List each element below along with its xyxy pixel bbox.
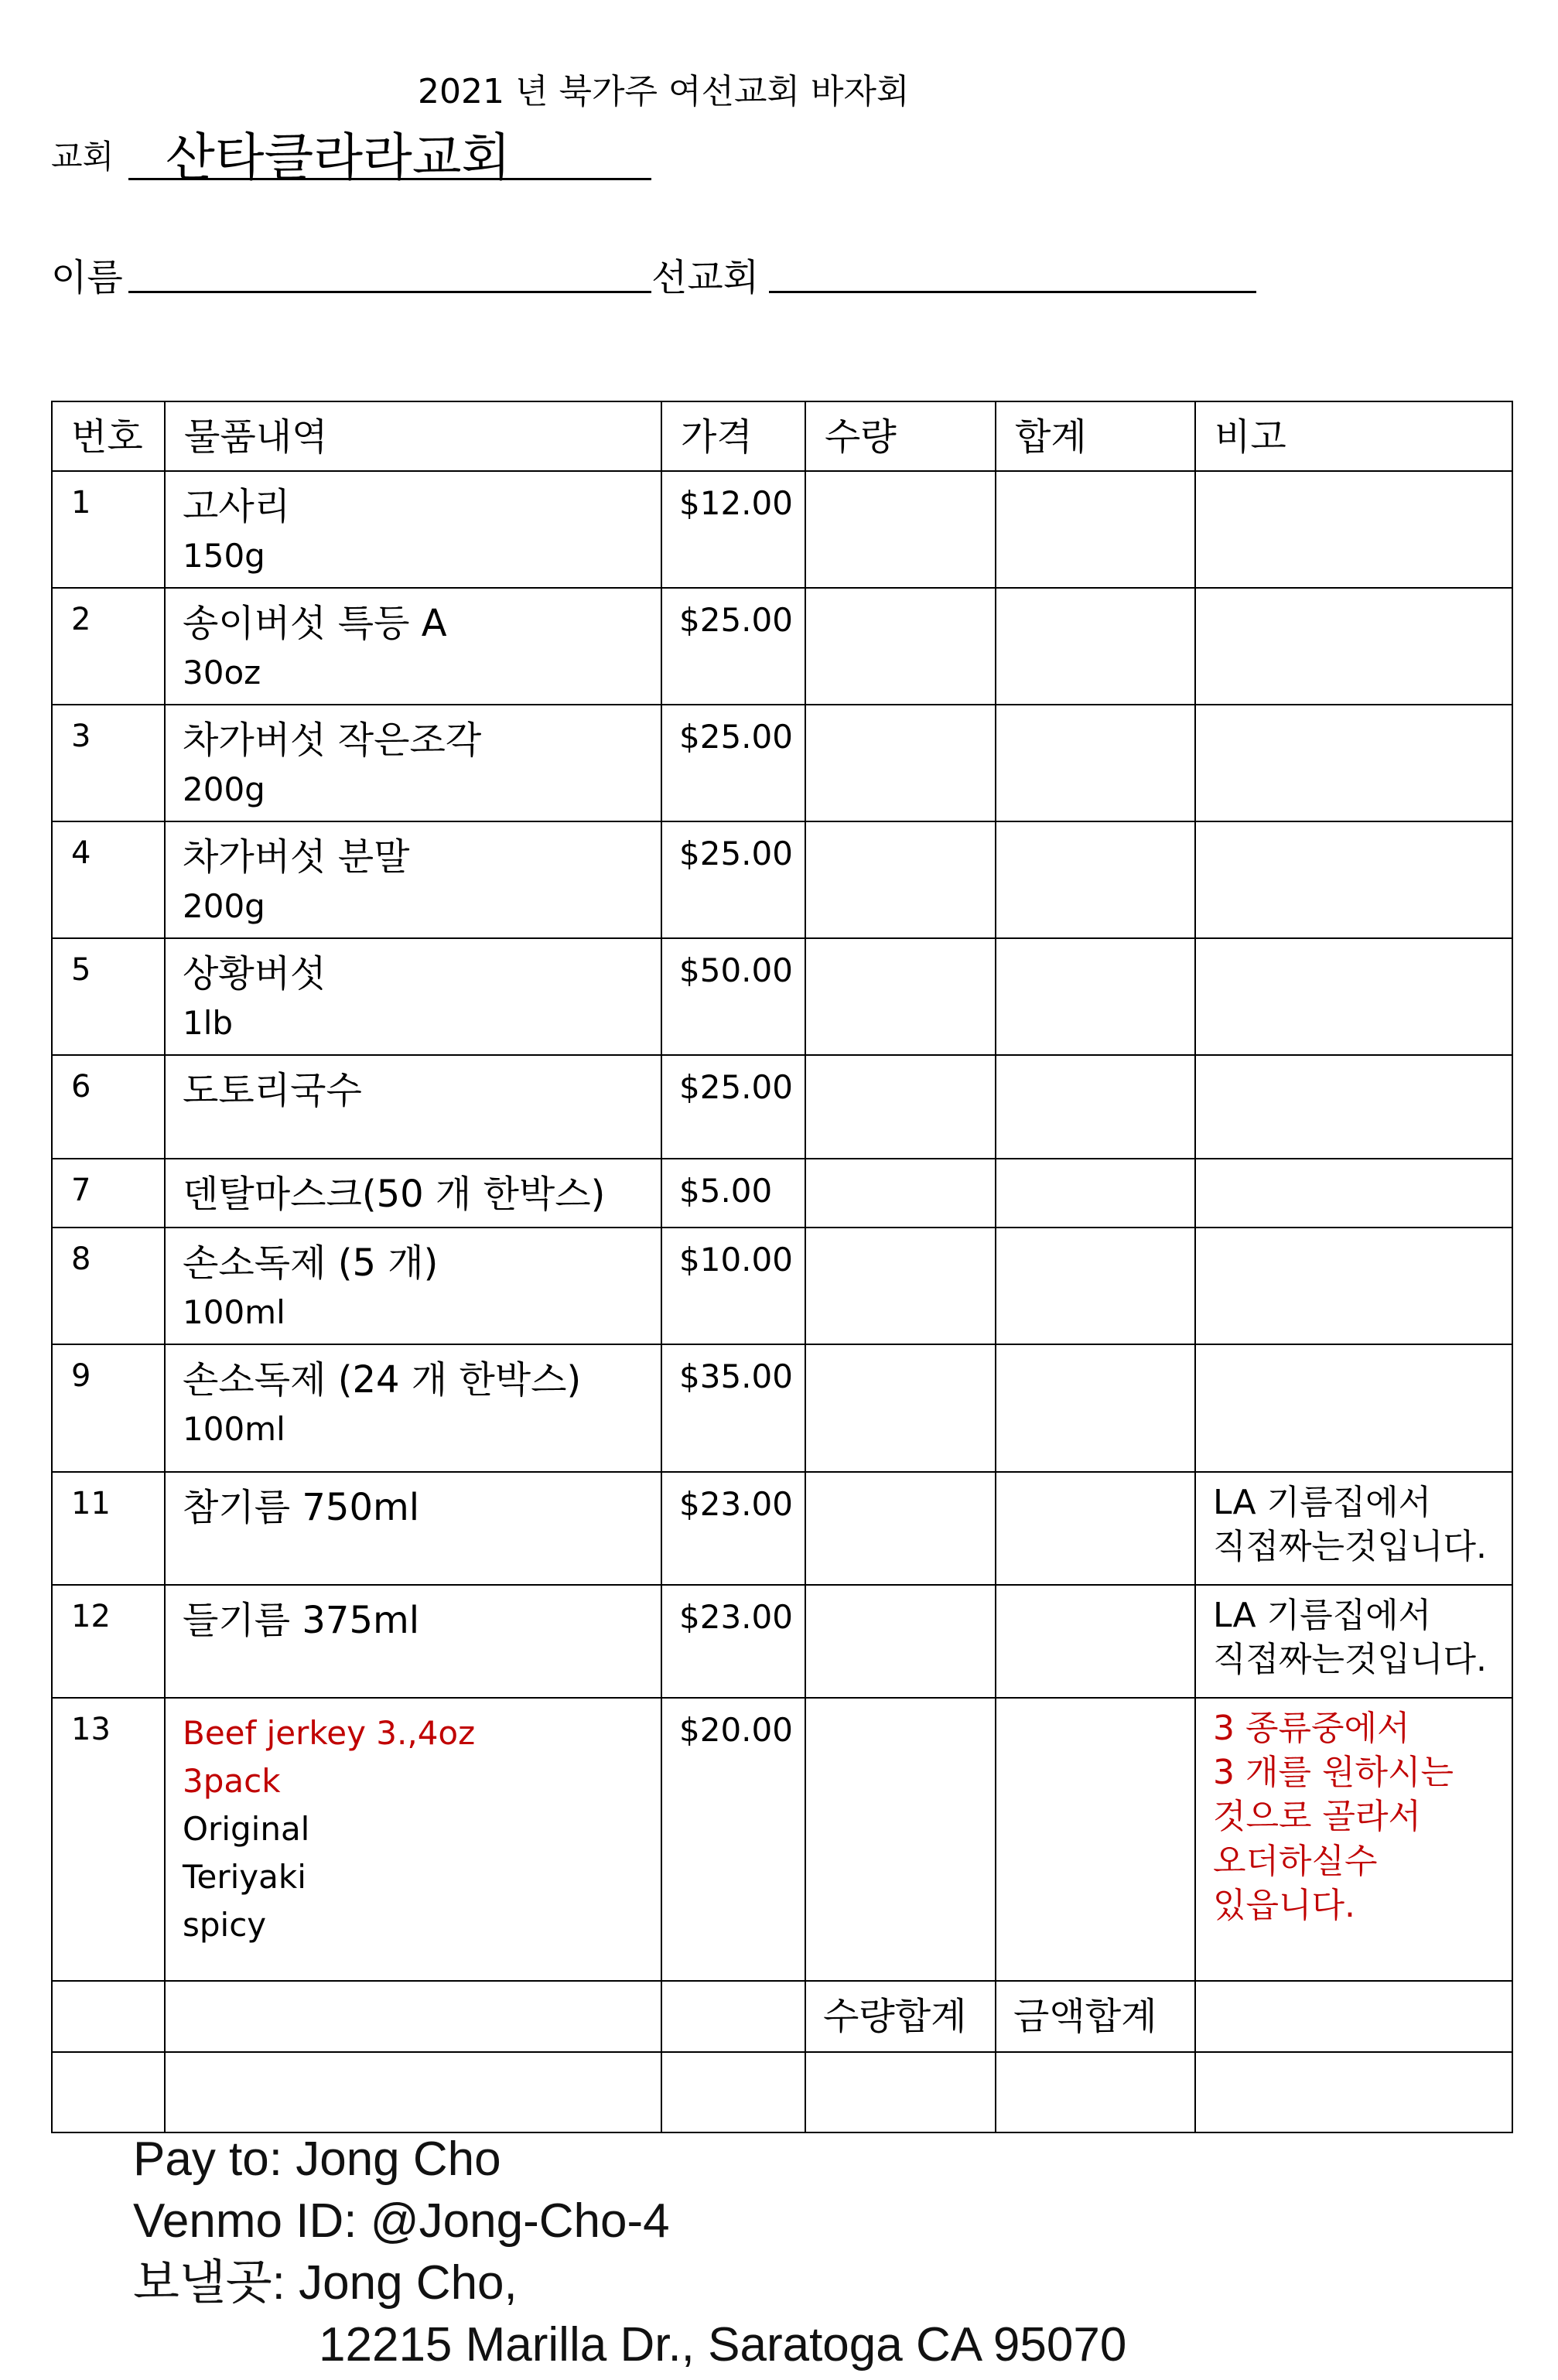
name-field[interactable] [128, 291, 651, 293]
item-price: $25.00 [679, 718, 793, 756]
note-cell [1195, 1585, 1512, 1698]
flavor-option: Original [183, 1810, 310, 1848]
note-cell [1195, 1698, 1512, 1981]
item-name: 도토리국수 [183, 1069, 362, 1112]
header-number: 번호 [52, 401, 165, 471]
item-name: 덴탈마스크(50 개 한박스) [183, 1173, 606, 1216]
note-line: 직접짜는것입니다. [1213, 1640, 1488, 1680]
item-name: 송이버섯 특등 A [183, 602, 447, 645]
total-cell[interactable] [996, 1344, 1195, 1472]
total-cell[interactable] [996, 471, 1195, 588]
note-cell [1195, 1055, 1512, 1159]
note-line: 3 종류중에서 [1213, 1709, 1410, 1748]
header-quantity: 수량 [805, 401, 996, 471]
item-size: 30oz [183, 654, 261, 692]
item-price: $25.00 [679, 1068, 793, 1106]
table-row [52, 1055, 1512, 1159]
note-cell [1195, 1228, 1512, 1344]
flavor-option: Teriyaki [183, 1858, 306, 1896]
quantity-cell[interactable] [805, 1344, 996, 1472]
item-price: $5.00 [679, 1172, 773, 1210]
ship-to: 보낼곳: Jong Cho, [133, 2256, 518, 2310]
row-number: 6 [71, 1069, 91, 1105]
total-cell[interactable] [996, 1159, 1195, 1228]
mission-field[interactable] [769, 291, 1256, 293]
table-row [52, 1472, 1512, 1585]
item-size: 100ml [183, 1293, 285, 1332]
item-price: $20.00 [679, 1711, 793, 1749]
item-name: 손소독제 (24 개 한박스) [183, 1358, 582, 1402]
item-name: 차가버섯 작은조각 [183, 719, 482, 762]
item-name: 참기름 750ml [183, 1486, 420, 1529]
item-size: 150g [183, 537, 265, 575]
table-row [52, 1344, 1512, 1472]
row-number: 4 [71, 835, 91, 871]
row-number: 7 [71, 1173, 91, 1208]
mission-label: 선교회 [651, 256, 760, 299]
note-line: 것으로 골라서 [1213, 1797, 1422, 1837]
note-line: 오더하실수 [1213, 1841, 1378, 1881]
item-price: $12.00 [679, 484, 793, 522]
item-price: $23.00 [679, 1485, 793, 1523]
ship-address: 12215 Marilla Dr., Saratoga CA 95070 [319, 2318, 1127, 2371]
pay-to: Pay to: Jong Cho [133, 2132, 501, 2186]
totals-label-row [52, 1981, 1512, 2052]
row-number: 5 [71, 952, 91, 988]
row-number: 2 [71, 602, 91, 637]
church-underline [128, 178, 651, 180]
item-price: $25.00 [679, 835, 793, 872]
note-cell [1195, 938, 1512, 1055]
header-price: 가격 [661, 401, 805, 471]
note-cell [1195, 1344, 1512, 1472]
item-pack-red: 3pack [183, 1762, 281, 1800]
quantity-cell[interactable] [805, 1228, 996, 1344]
item-name-red: Beef jerkey 3.,4oz [183, 1714, 476, 1752]
total-cell[interactable] [996, 1472, 1195, 1585]
note-cell [1195, 821, 1512, 938]
row-number: 1 [71, 485, 91, 521]
note-line: 직접짜는것입니다. [1213, 1527, 1488, 1567]
table-row [52, 1159, 1512, 1228]
row-number: 9 [71, 1358, 91, 1394]
item-size: 200g [183, 887, 265, 926]
note-line: 3 개를 원하시는 [1213, 1753, 1454, 1793]
total-cell[interactable] [996, 1585, 1195, 1698]
item-name: 손소독제 (5 개) [183, 1241, 439, 1285]
table-header-row [52, 401, 1512, 471]
quantity-cell[interactable] [805, 938, 996, 1055]
note-cell [1195, 1472, 1512, 1585]
item-name: 고사리 [183, 485, 291, 528]
item-name: 들기름 375ml [183, 1599, 420, 1642]
note-line: LA 기름집에서 [1213, 1483, 1432, 1522]
item-price: $35.00 [679, 1357, 793, 1395]
church-label: 교회 [51, 138, 114, 176]
item-price: $25.00 [679, 601, 793, 639]
quantity-cell[interactable] [805, 1055, 996, 1159]
table-row [52, 1698, 1512, 1981]
item-price: $50.00 [679, 951, 793, 989]
quantity-cell[interactable] [805, 1585, 996, 1698]
quantity-cell[interactable] [805, 471, 996, 588]
quantity-cell[interactable] [805, 1472, 996, 1585]
note-cell [1195, 705, 1512, 821]
item-price: $23.00 [679, 1598, 793, 1636]
flavor-option: spicy [183, 1906, 267, 1944]
row-number: 8 [71, 1241, 91, 1277]
totals-value-row [52, 2052, 1512, 2132]
item-price: $10.00 [679, 1241, 793, 1279]
row-number: 12 [71, 1599, 111, 1634]
note-line: LA 기름집에서 [1213, 1596, 1432, 1635]
total-cell[interactable] [996, 938, 1195, 1055]
table-row [52, 938, 1512, 1055]
table-row [52, 471, 1512, 588]
header-note: 비고 [1195, 401, 1512, 471]
item-name: 차가버섯 분말 [183, 835, 410, 879]
quantity-cell[interactable] [805, 821, 996, 938]
quantity-total-cell[interactable] [805, 2052, 996, 2132]
total-cell[interactable] [996, 588, 1195, 705]
table-row [52, 1585, 1512, 1698]
table-row [52, 1228, 1512, 1344]
item-size: 100ml [183, 1410, 285, 1449]
row-number: 11 [71, 1486, 111, 1521]
table-row [52, 588, 1512, 705]
order-table [51, 401, 1513, 2133]
item-size: 1lb [183, 1004, 234, 1043]
quantity-cell[interactable] [805, 1159, 996, 1228]
quantity-cell[interactable] [805, 705, 996, 821]
total-cell[interactable] [996, 1055, 1195, 1159]
venmo-id: Venmo ID: @Jong-Cho-4 [133, 2194, 670, 2248]
total-cell[interactable] [996, 1228, 1195, 1344]
total-cell[interactable] [996, 705, 1195, 821]
church-value: 산타클라라교회 [166, 128, 511, 187]
quantity-total-label: 수량합계 [805, 1981, 996, 2052]
row-number: 3 [71, 719, 91, 754]
amount-total-cell[interactable] [996, 2052, 1195, 2132]
note-cell [1195, 1159, 1512, 1228]
quantity-cell[interactable] [805, 588, 996, 705]
table-row [52, 821, 1512, 938]
header-item: 물품내역 [165, 401, 661, 471]
name-label: 이름 [51, 256, 123, 299]
page-title: 2021 년 북가주 여선교회 바자회 [418, 72, 910, 111]
quantity-cell[interactable] [805, 1698, 996, 1981]
payment-info [133, 2129, 1126, 2376]
note-cell [1195, 588, 1512, 705]
table-row [52, 705, 1512, 821]
item-name: 상황버섯 [183, 952, 326, 995]
total-cell[interactable] [996, 1698, 1195, 1981]
total-cell[interactable] [996, 821, 1195, 938]
item-size: 200g [183, 770, 265, 809]
note-line: 있읍니다. [1213, 1885, 1356, 1925]
header-total: 합계 [996, 401, 1195, 471]
row-number: 13 [71, 1712, 111, 1747]
amount-total-label: 금액합계 [996, 1981, 1195, 2052]
note-cell [1195, 471, 1512, 588]
